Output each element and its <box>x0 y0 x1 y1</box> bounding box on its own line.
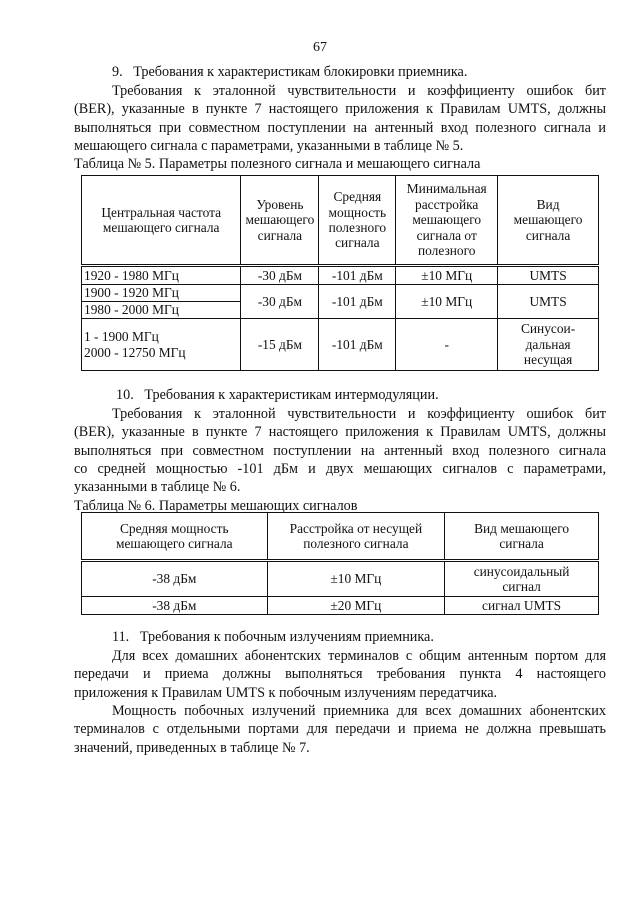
table-row <box>82 597 599 615</box>
table-cell: 1980 - 2000 МГц <box>82 302 241 319</box>
table-cell: ±10 МГц <box>267 561 445 597</box>
table-row <box>82 266 599 285</box>
cell-text: 2000 - 12750 МГц <box>84 344 186 360</box>
header-text: мешающего <box>412 212 482 228</box>
header-cell <box>445 513 599 561</box>
header-text: Вид мешающего <box>474 520 570 536</box>
header-cell <box>267 513 445 561</box>
table-cell: UMTS <box>498 266 599 285</box>
section-10-paragraph <box>74 405 606 496</box>
header-text: полезного <box>328 220 387 235</box>
text-line: выполняться при совместном поступлении на антенный вход полезного сигнала и <box>74 119 606 136</box>
text-line: (BER), указанные в пункте 7 настоящего приложения к Правилам UMTS, должны <box>74 424 606 441</box>
header-text: Средняя <box>333 189 382 205</box>
header-text: сигнала <box>335 235 380 251</box>
text-line: Мощность побочных излучений приемника для всех домашних абонентских <box>112 703 606 719</box>
page-number: 67 <box>313 40 327 55</box>
header-text: сигнала <box>257 227 303 243</box>
section-11-heading: 11. Требования к побочным излучениям приемника. <box>112 629 434 645</box>
table-header-row <box>82 513 599 561</box>
text-line: указанными в таблице № 6. <box>74 479 241 496</box>
header-cell <box>241 176 319 266</box>
text-line: приложения к Правилам UMTS к побочным излучениям передатчика. <box>74 684 498 701</box>
header-text: Вид <box>536 196 560 212</box>
section-9-paragraph <box>74 82 606 155</box>
table-cell: 1920 - 1980 МГц <box>82 266 241 285</box>
table-cell <box>498 319 599 371</box>
section-10-heading: 10. Требования к характеристикам интермодуляции. <box>116 387 439 403</box>
text-line: Требования к эталонной чувствительности и коэффициенту ошибок бит <box>112 83 606 99</box>
cell-text: Синусои- <box>520 321 576 337</box>
table-cell: -38 дБм <box>82 597 268 615</box>
table-6 <box>81 512 599 615</box>
text-line: Для всех домашних абонентских терминалов с общим антенным портом для <box>112 648 606 664</box>
table-row <box>82 285 599 302</box>
table-cell: ±20 МГц <box>267 597 445 615</box>
text-line: значений, приведенных в таблице № 7. <box>74 739 310 756</box>
header-cell <box>82 513 268 561</box>
table-cell: сигнал UMTS <box>445 597 599 615</box>
text-line: мешающего сигнала с параметрами, указанными в таблице № 5. <box>74 137 464 154</box>
header-text: полезного сигнала <box>303 536 409 551</box>
header-text: мешающего <box>513 212 583 228</box>
section-11-paragraph-2 <box>74 702 606 757</box>
header-text: сигнала <box>525 227 571 243</box>
header-text: расстройка <box>415 196 479 212</box>
table-cell: - <box>396 319 498 371</box>
table-5 <box>81 175 599 371</box>
table-cell: -15 дБм <box>241 319 319 371</box>
header-text: сигнала от <box>416 227 477 243</box>
header-text: мешающего <box>245 212 315 228</box>
cell-text: сигнал <box>502 579 541 594</box>
header-text: Минимальная <box>406 181 487 197</box>
header-text: Средняя мощность <box>119 520 229 536</box>
table-cell: ±10 МГц <box>396 285 498 319</box>
header-text: мешающего сигнала <box>102 220 220 235</box>
text-line: передачи и приема должны выполняться требования пункта 4 настоящего <box>74 666 606 683</box>
table-cell: 1900 - 1920 МГц <box>82 285 241 302</box>
table-cell: -101 дБм <box>319 266 396 285</box>
text-line: Требования к эталонной чувствительности и коэффициенту ошибок бит <box>112 406 606 422</box>
table-cell: ±10 МГц <box>396 266 498 285</box>
header-text: мешающего сигнала <box>115 536 233 551</box>
cell-text: синусоидальный <box>473 563 570 579</box>
text-line: терминалов с отдельными портами для передачи и приема не должна превышать <box>74 721 606 738</box>
cell-text: 1 - 1900 МГц <box>84 329 159 345</box>
header-text: полезного <box>417 243 476 259</box>
cell-text: дальная <box>525 336 571 352</box>
table-cell <box>445 561 599 597</box>
table-cell: UMTS <box>498 285 599 319</box>
header-cell <box>396 176 498 266</box>
table-row <box>82 561 599 597</box>
table-cell: -30 дБм <box>241 285 319 319</box>
header-text: Расстройка от несущей <box>289 520 423 536</box>
text-line: со средней мощностью -101 дБм и двух мешающих сигналов с параметрами, <box>74 460 606 477</box>
header-cell <box>319 176 396 266</box>
table-6-caption: Таблица № 6. Параметры мешающих сигналов <box>74 498 358 514</box>
header-text: Центральная частота <box>101 204 222 220</box>
table-5-caption: Таблица № 5. Параметры полезного сигнала и мешающего сигнала <box>74 156 481 172</box>
table-cell: -101 дБм <box>319 285 396 319</box>
text-line: выполняться при совместном поступлении на антенный вход полезного сигнала <box>74 442 606 459</box>
header-cell <box>498 176 599 266</box>
table-header-row <box>82 176 599 266</box>
header-text: сигнала <box>499 536 544 551</box>
header-text: мощность <box>328 204 387 220</box>
table-cell: -30 дБм <box>241 266 319 285</box>
cell-text: несущая <box>523 352 573 368</box>
section-11-paragraph-1 <box>74 647 606 702</box>
header-cell <box>82 176 241 266</box>
header-text: Уровень <box>256 196 304 212</box>
table-cell <box>82 319 241 371</box>
section-9-heading: 9. Требования к характеристикам блокировки приемника. <box>112 64 468 80</box>
table-cell: -101 дБм <box>319 319 396 371</box>
text-line: (BER), указанные в пункте 7 настоящего приложения к Правилам UMTS, должны <box>74 101 606 118</box>
table-row <box>82 319 599 371</box>
table-cell: -38 дБм <box>82 561 268 597</box>
